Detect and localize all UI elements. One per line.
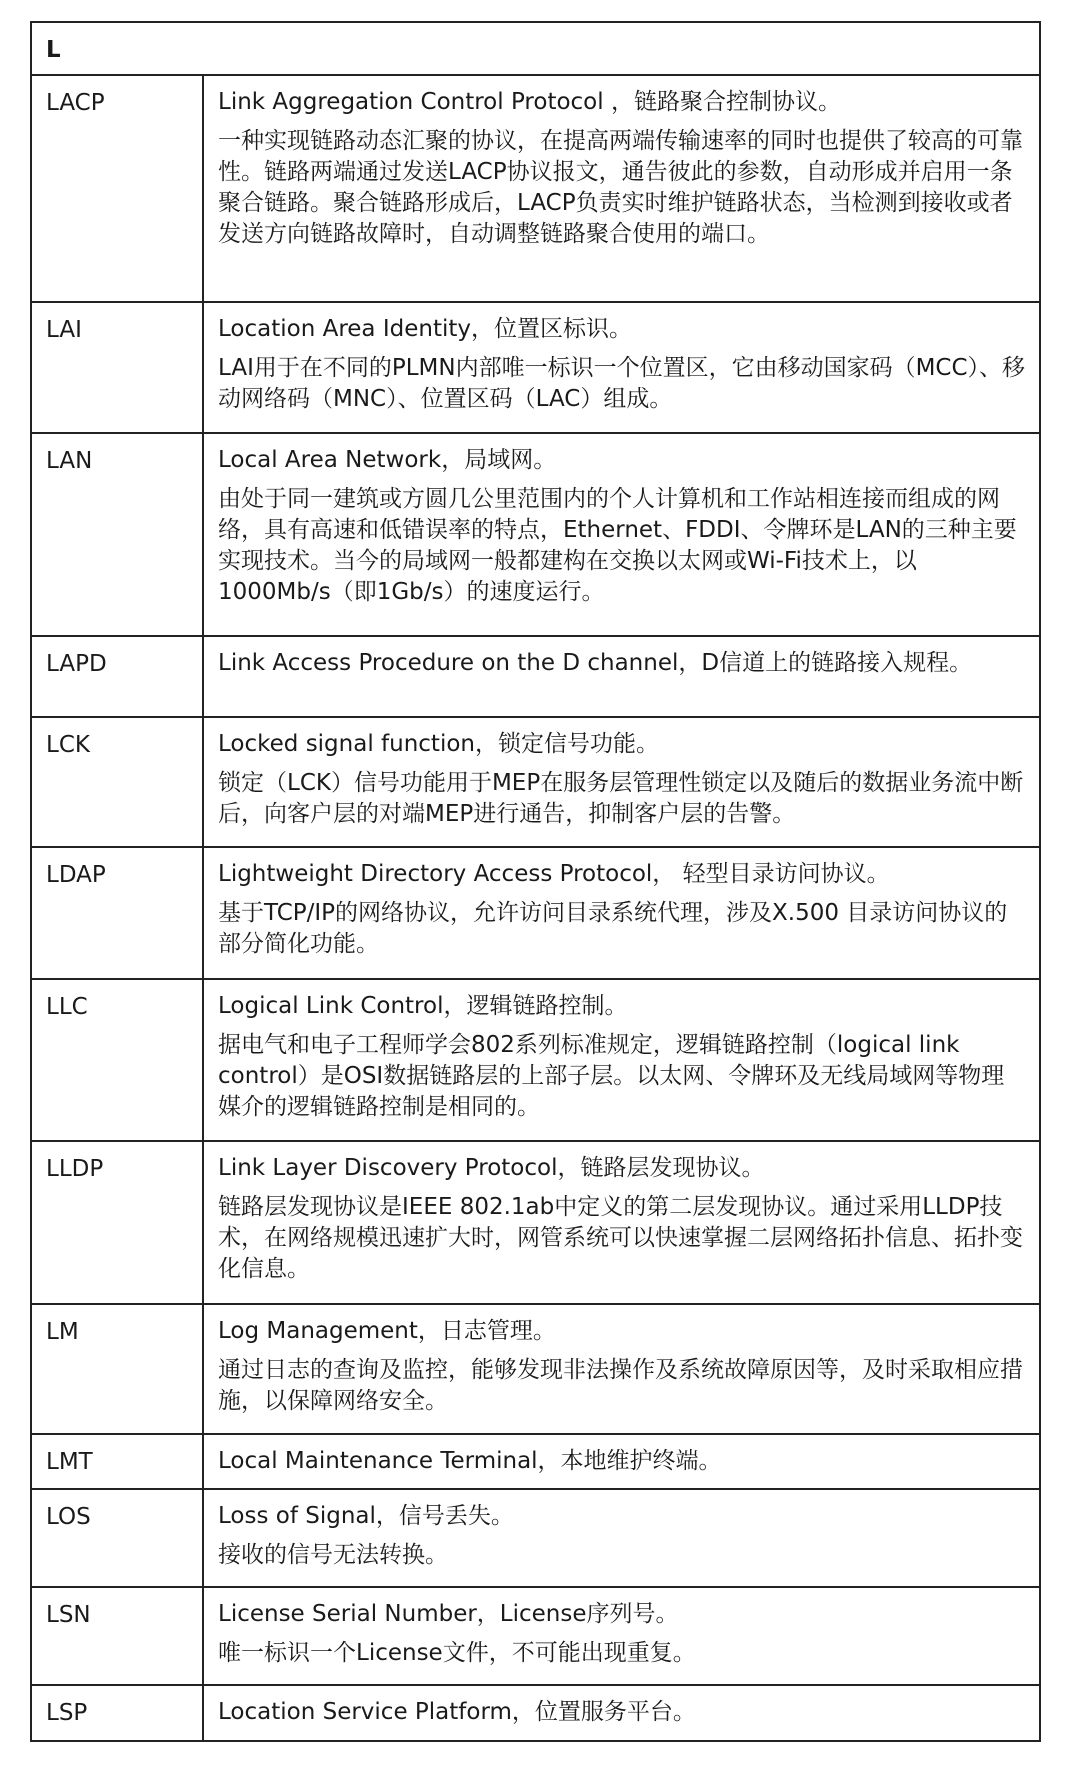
term-full-name: Location Area Identity，位置区标识。 (218, 316, 632, 342)
term-definition (203, 636, 1040, 717)
term-definition (203, 433, 1040, 636)
term-full-name: Logical Link Control，逻辑链路控制。 (218, 993, 628, 1019)
term-full-name: Log Management，日志管理。 (218, 1318, 556, 1344)
glossary-row (31, 1685, 1040, 1741)
term-abbreviation: LAPD (31, 636, 203, 717)
term-abbreviation: LAN (31, 433, 203, 636)
term-description: 接收的信号无法转换。 (218, 1542, 448, 1568)
term-definition (203, 1304, 1040, 1434)
section-letter: L (31, 22, 1040, 75)
term-abbreviation: LLC (31, 979, 203, 1141)
term-definition (203, 1685, 1040, 1741)
term-abbreviation: LM (31, 1304, 203, 1434)
term-description: 一种实现链路动态汇聚的协议，在提高两端传输速率的同时也提供了较高的可靠性。链路两端通过发送LACP协议报文，通告彼此的参数，自动形成并启用一条聚合链路。聚合链路形成后，LACP负责实时维护链路状态，当检测到接收或者发送方向链路故障时，自动调整链路聚合使用的端口。 (218, 128, 1023, 247)
term-full-name: Loss of Signal，信号丢失。 (218, 1503, 514, 1529)
term-full-name: Link Aggregation Control Protocol ，链路聚合控制协议。 (218, 89, 841, 115)
term-full-name: Local Area Network，局域网。 (218, 447, 557, 473)
term-definition (203, 717, 1040, 847)
glossary-table (30, 21, 1041, 1742)
term-abbreviation: LDAP (31, 847, 203, 979)
term-full-name: License Serial Number，License序列号。 (218, 1601, 679, 1627)
term-definition (203, 1587, 1040, 1685)
term-abbreviation: LSP (31, 1685, 203, 1741)
term-full-name: Link Layer Discovery Protocol，链路层发现协议。 (218, 1155, 765, 1181)
term-description: 唯一标识一个License文件，不可能出现重复。 (218, 1640, 696, 1666)
glossary-row (31, 1489, 1040, 1587)
glossary-row (31, 302, 1040, 433)
term-definition (203, 302, 1040, 433)
term-abbreviation: LOS (31, 1489, 203, 1587)
glossary-row (31, 1587, 1040, 1685)
term-full-name: Lightweight Directory Access Protocol， 轻型目录访问协议。 (218, 861, 890, 887)
term-abbreviation: LMT (31, 1434, 203, 1489)
glossary-row (31, 75, 1040, 302)
term-description: LAI用于在不同的PLMN内部唯一标识一个位置区，它由移动国家码（MCC）、移动网络码（MNC）、位置区码（LAC）组成。 (218, 355, 1026, 412)
term-description: 据电气和电子工程师学会802系列标准规定，逻辑链路控制（logical link control）是OSI数据链路层的上部子层。以太网、令牌环及无线局域网等物理媒介的逻辑链路控制是相同的。 (218, 1032, 1005, 1120)
term-abbreviation: LCK (31, 717, 203, 847)
glossary-row (31, 636, 1040, 717)
glossary-row (31, 1141, 1040, 1304)
term-description: 基于TCP/IP的网络协议，允许访问目录系统代理，涉及X.500 目录访问协议的部分简化功能。 (218, 900, 1008, 957)
term-definition (203, 1141, 1040, 1304)
term-full-name: Locked signal function，锁定信号功能。 (218, 731, 659, 757)
section-header-row (31, 22, 1040, 75)
term-full-name: Link Access Procedure on the D channel，D信道上的链路接入规程。 (218, 650, 973, 676)
term-description: 链路层发现协议是IEEE 802.1ab中定义的第二层发现协议。通过采用LLDP技术，在网络规模迅速扩大时，网管系统可以快速掌握二层网络拓扑信息、拓扑变化信息。 (218, 1194, 1023, 1282)
term-definition (203, 1489, 1040, 1587)
glossary-row (31, 1304, 1040, 1434)
term-full-name: Local Maintenance Terminal，本地维护终端。 (218, 1448, 722, 1474)
term-abbreviation: LACP (31, 75, 203, 302)
glossary-row (31, 847, 1040, 979)
term-description: 通过日志的查询及监控，能够发现非法操作及系统故障原因等，及时采取相应措施，以保障网络安全。 (218, 1357, 1023, 1414)
glossary-row (31, 1434, 1040, 1489)
term-description: 锁定（LCK）信号功能用于MEP在服务层管理性锁定以及随后的数据业务流中断后，向客户层的对端MEP进行通告，抑制客户层的告警。 (218, 770, 1024, 827)
term-abbreviation: LSN (31, 1587, 203, 1685)
term-description: 由处于同一建筑或方圆几公里范围内的个人计算机和工作站相连接而组成的网络，具有高速和低错误率的特点，Ethernet、FDDI、令牌环是LAN的三种主要实现技术。当今的局域网一般都建构在交换以太网或Wi-Fi技术上，以1000Mb/s（即1Gb/s）的速度运行。 (218, 486, 1017, 605)
term-definition (203, 75, 1040, 302)
term-full-name: Location Service Platform，位置服务平台。 (218, 1699, 696, 1725)
term-definition (203, 1434, 1040, 1489)
glossary-row (31, 433, 1040, 636)
term-definition (203, 847, 1040, 979)
term-definition (203, 979, 1040, 1141)
term-abbreviation: LAI (31, 302, 203, 433)
glossary-row (31, 979, 1040, 1141)
term-abbreviation: LLDP (31, 1141, 203, 1304)
glossary-row (31, 717, 1040, 847)
